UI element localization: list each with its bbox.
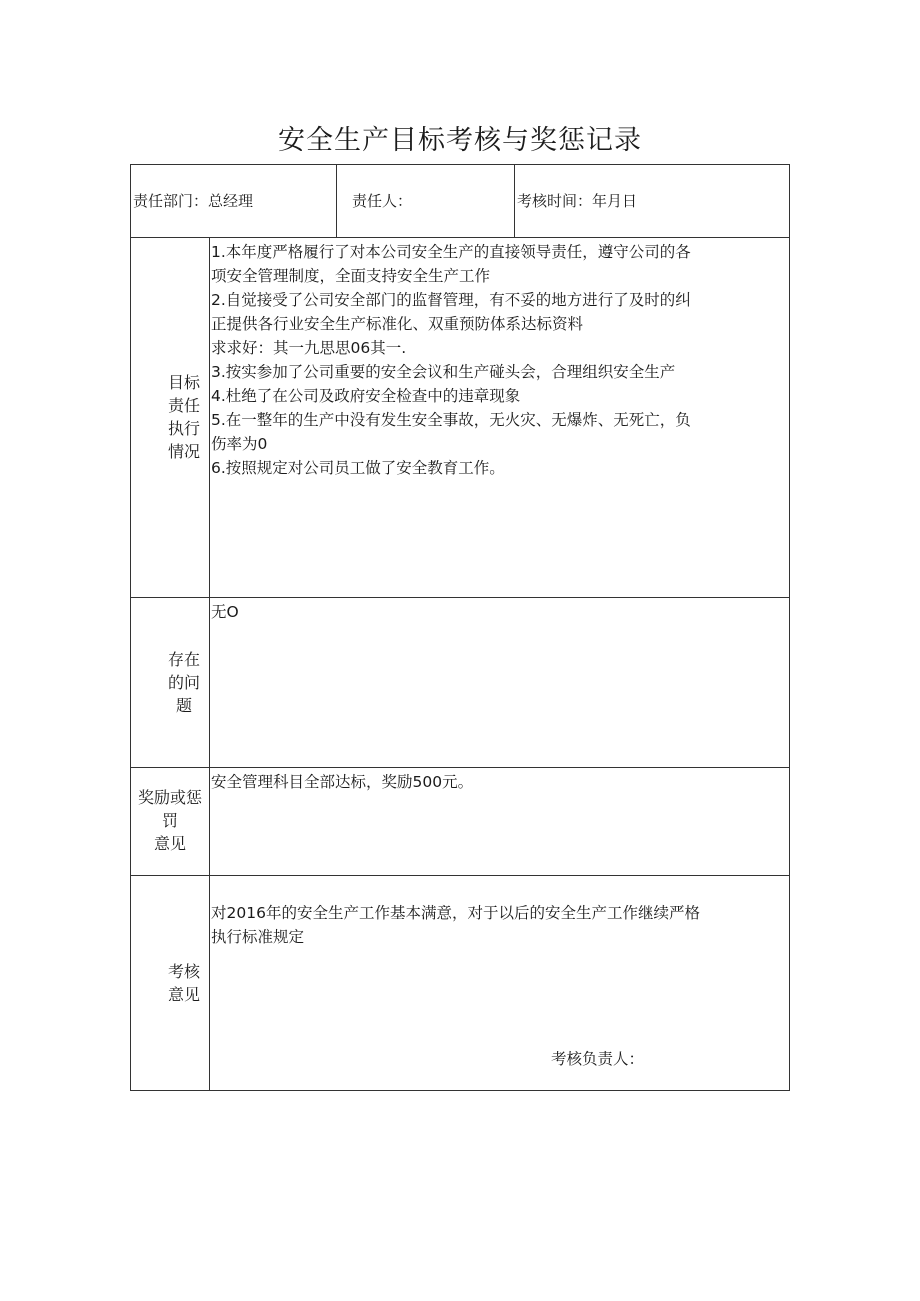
assessment-time-field: 考核时间：年月日 [517,192,638,210]
execution-line: 求求好：其一九思思06其一. [211,339,407,357]
execution-line: 4.杜绝了在公司及政府安全检查中的违章现象 [211,387,521,405]
row-divider [131,237,789,238]
execution-line: 1.本年度严格履行了对本公司安全生产的直接领导责任，遵守公司的各 [211,243,691,261]
assessment-line: 执行标准规定 [211,928,305,946]
problems-label: 存在 的问 题 [167,650,200,715]
record-table [130,164,790,1091]
execution-content [211,240,791,480]
reward-label: 奖励或惩 罚 意见 [137,788,202,853]
execution-line: 5.在一整年的生产中没有发生安全事故，无火灾、无爆炸、无死亡，负 [211,411,691,429]
execution-line: 6.按照规定对公司员工做了安全教育工作。 [211,459,505,477]
execution-label: 目标 责任 执行 情况 [167,373,200,461]
column-divider [514,165,515,237]
row-divider [131,597,789,598]
column-divider [336,165,337,237]
execution-line: 伤率为0 [211,435,268,453]
problems-text: 无O [211,603,239,621]
execution-line: 3.按实参加了公司重要的安全会议和生产碰头会，合理组织安全生产 [211,363,676,381]
responsible-person-field: 责任人： [352,192,413,210]
assessment-label: 考核 意见 [167,962,200,1004]
row-divider [131,767,789,768]
page-title: 安全生产目标考核与奖惩记录 [278,125,642,156]
assessment-content [211,901,791,949]
department-field: 责任部门：总经理 [133,192,254,210]
assessor-signature: 考核负责人： [551,1050,645,1068]
assessment-line: 对2016年的安全生产工作基本满意，对于以后的安全生产工作继续严格 [211,904,700,922]
reward-text: 安全管理科目全部达标，奖励500元。 [211,773,474,791]
problems-content [211,600,791,624]
execution-line: 项安全管理制度，全面支持安全生产工作 [211,267,491,285]
execution-line: 2.自觉接受了公司安全部门的监督管理，有不妥的地方进行了及时的纠 [211,291,691,309]
row-divider [131,875,789,876]
execution-line: 正提供各行业安全生产标准化、双重预防体系达标资料 [211,315,584,333]
reward-content [211,770,791,794]
